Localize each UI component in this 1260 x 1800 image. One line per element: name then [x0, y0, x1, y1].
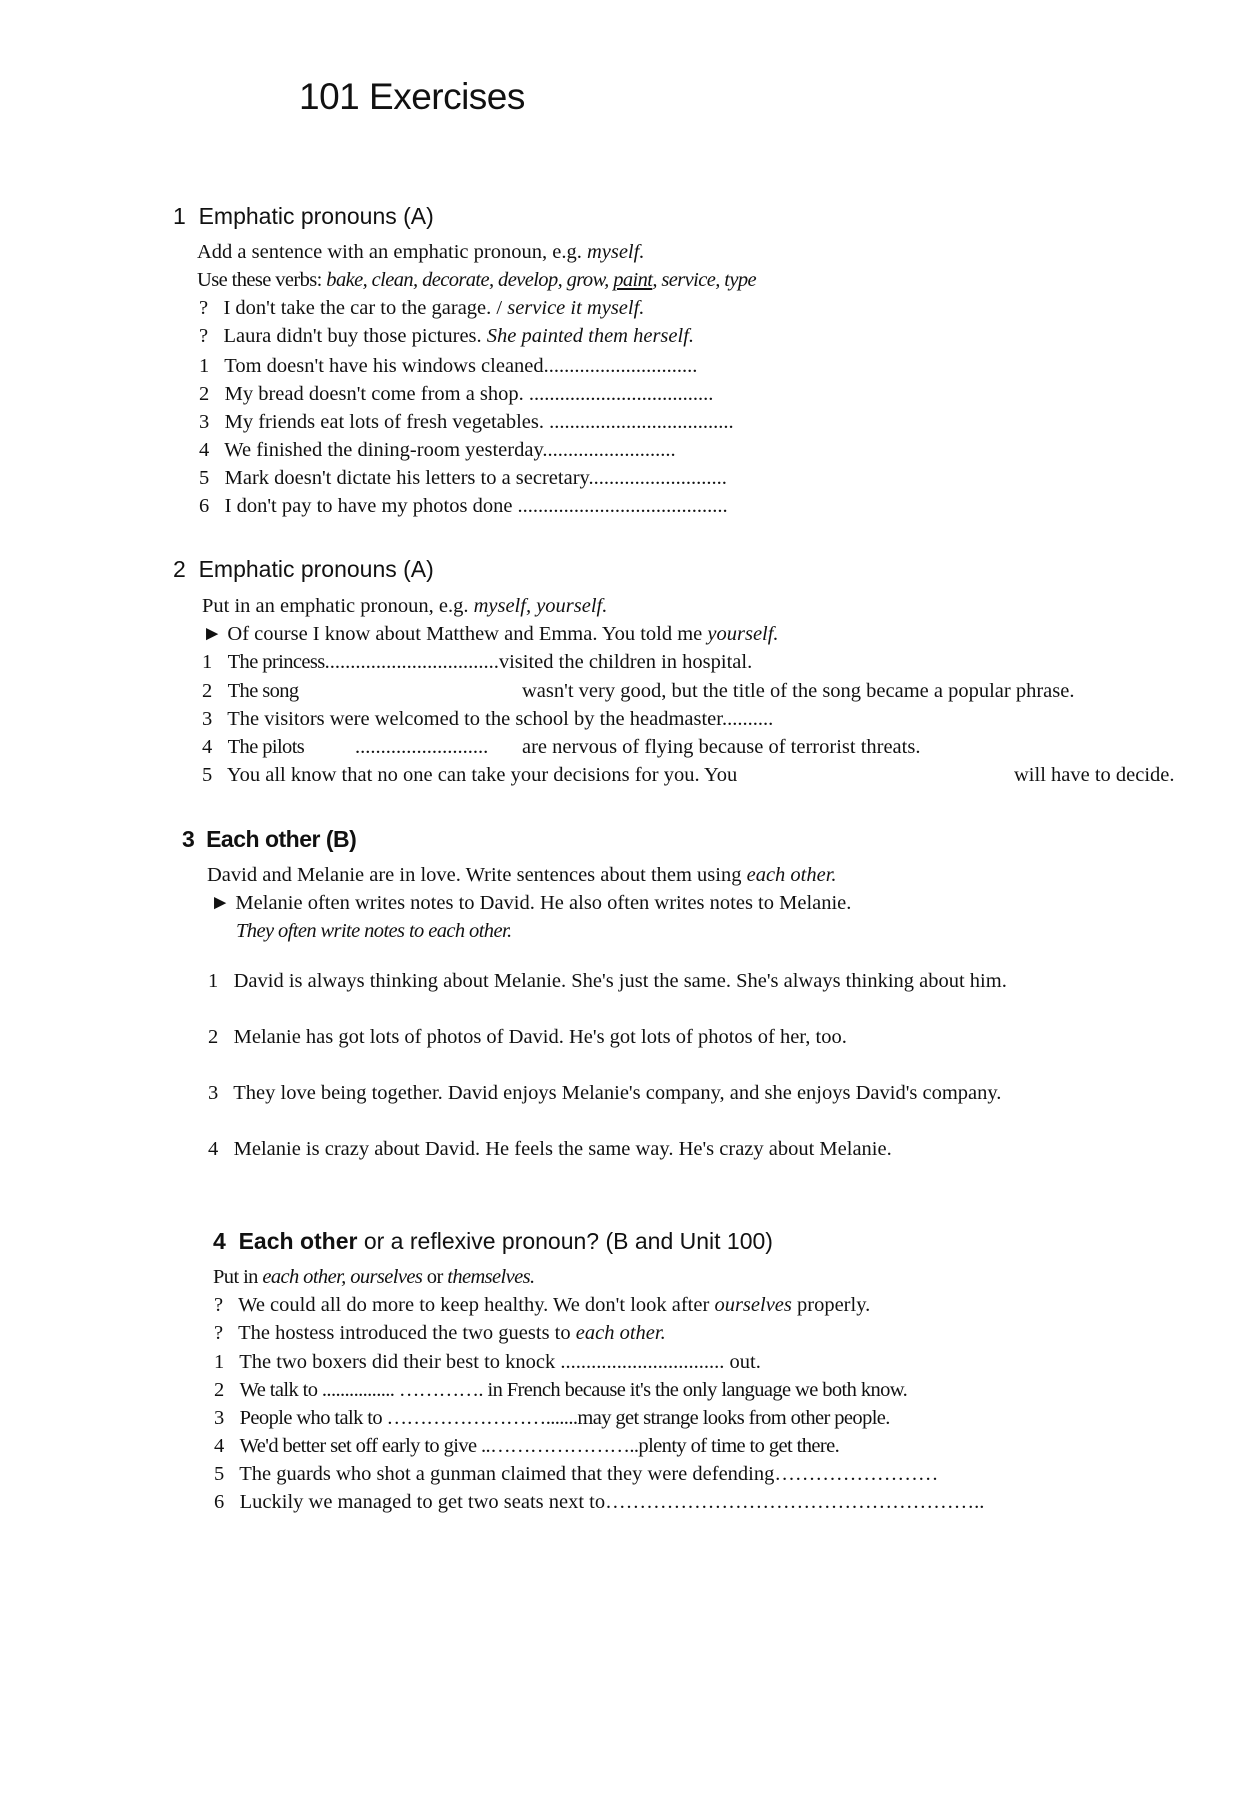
exercise-item-continuation: are nervous of flying because of terrorist threats. [522, 736, 921, 758]
exercise-item: 2 We talk to ................ …………. in French because it's the only language we both know. [214, 1379, 908, 1401]
section-4-heading [213, 1228, 773, 1255]
section-1-verbs: Use these verbs: bake, clean, decorate, develop, grow, paint, service, type [197, 269, 757, 291]
section-1-number: 1 [173, 203, 186, 229]
exercise-item: 4 We finished the dining-room yesterday.......................... [199, 439, 676, 461]
section-1-title: Emphatic pronouns (A) [198, 203, 434, 229]
exercise-item: 5 Mark doesn't dictate his letters to a secretary........................... [199, 467, 727, 489]
section-4-number: 4 [213, 1228, 226, 1254]
section-4-example: ? The hostess introduced the two guests to each other. [214, 1322, 666, 1344]
exercise-item: 3 The visitors were welcomed to the school by the headmaster.......... [202, 708, 774, 730]
exercise-item: 2 Melanie has got lots of photos of David. He's got lots of photos of her, too. [208, 1026, 847, 1048]
exercise-item: 6 I don't pay to have my photos done ......................................... [199, 495, 728, 517]
exercise-item: 1 David is always thinking about Melanie. She's just the same. She's always thinking about him. [208, 970, 1007, 992]
page-title: 101 Exercises [299, 76, 525, 117]
section-3-example: ► Melanie often writes notes to David. He also often writes notes to Melanie. [210, 892, 852, 914]
exercise-item: 3 They love being together. David enjoys Melanie's company, and she enjoys David's company. [208, 1082, 1002, 1104]
exercise-item: 2 The song [202, 680, 299, 702]
exercise-item: 4 We'd better set off early to give ..…………………..plenty of time to get there. [214, 1435, 840, 1457]
section-4-example: ? We could all do more to keep healthy. We don't look after ourselves properly. [214, 1294, 871, 1316]
exercise-item: 3 People who talk to …………………….......may get strange looks from other people. [214, 1407, 890, 1429]
exercise-item: 4 The pilots [202, 736, 305, 758]
section-3-instruction: David and Melanie are in love. Write sentences about them using each other. [207, 864, 837, 886]
exercise-item: 4 Melanie is crazy about David. He feels the same way. He's crazy about Melanie. [208, 1138, 892, 1160]
exercise-item-continuation: will have to decide. [1014, 764, 1175, 786]
section-1-instruction: Add a sentence with an emphatic pronoun, e.g. myself. [197, 241, 645, 263]
section-2-number: 2 [173, 556, 186, 582]
exercise-item: 3 My friends eat lots of fresh vegetables. .................................... [199, 411, 734, 433]
section-3-title: Each other (B) [206, 826, 357, 852]
section-1-example: ? Laura didn't buy those pictures. She painted them herself. [199, 325, 695, 347]
section-2-example: ► Of course I know about Matthew and Emma. You told me yourself. [202, 623, 779, 645]
answer-blank[interactable]: .......................... [355, 736, 489, 758]
section-1-heading [173, 203, 434, 230]
section-2-heading [173, 556, 434, 583]
section-3-number: 3 [182, 826, 195, 852]
section-4-title-rest: or a reflexive pronoun? (B and Unit 100) [363, 1228, 773, 1254]
section-3-heading [182, 826, 356, 853]
section-3-example-answer: They often write notes to each other. [236, 920, 512, 942]
exercise-item: 5 You all know that no one can take your decisions for you. You [202, 764, 738, 786]
exercise-item: 6 Luckily we managed to get two seats next to……………………………………………….. [214, 1491, 985, 1513]
exercise-item: 1 The princess..................................visited the children in hospital. [202, 651, 753, 673]
exercise-item: 2 My bread doesn't come from a shop. .................................... [199, 383, 714, 405]
exercise-item: 5 The guards who shot a gunman claimed that they were defending…………………… [214, 1463, 939, 1485]
section-4-title-bold: Each other [238, 1228, 358, 1254]
section-2-title: Emphatic pronouns (A) [198, 556, 434, 582]
section-1-example: ? I don't take the car to the garage. / service it myself. [199, 297, 645, 319]
exercise-item: 1 Tom doesn't have his windows cleaned.............................. [199, 355, 698, 377]
exercise-item-continuation: wasn't very good, but the title of the song became a popular phrase. [522, 680, 1075, 702]
exercise-item: 1 The two boxers did their best to knock ................................ out. [214, 1351, 761, 1373]
section-2-instruction: Put in an emphatic pronoun, e.g. myself, yourself. [202, 595, 608, 617]
section-4-instruction: Put in each other, ourselves or themselves. [213, 1266, 535, 1288]
